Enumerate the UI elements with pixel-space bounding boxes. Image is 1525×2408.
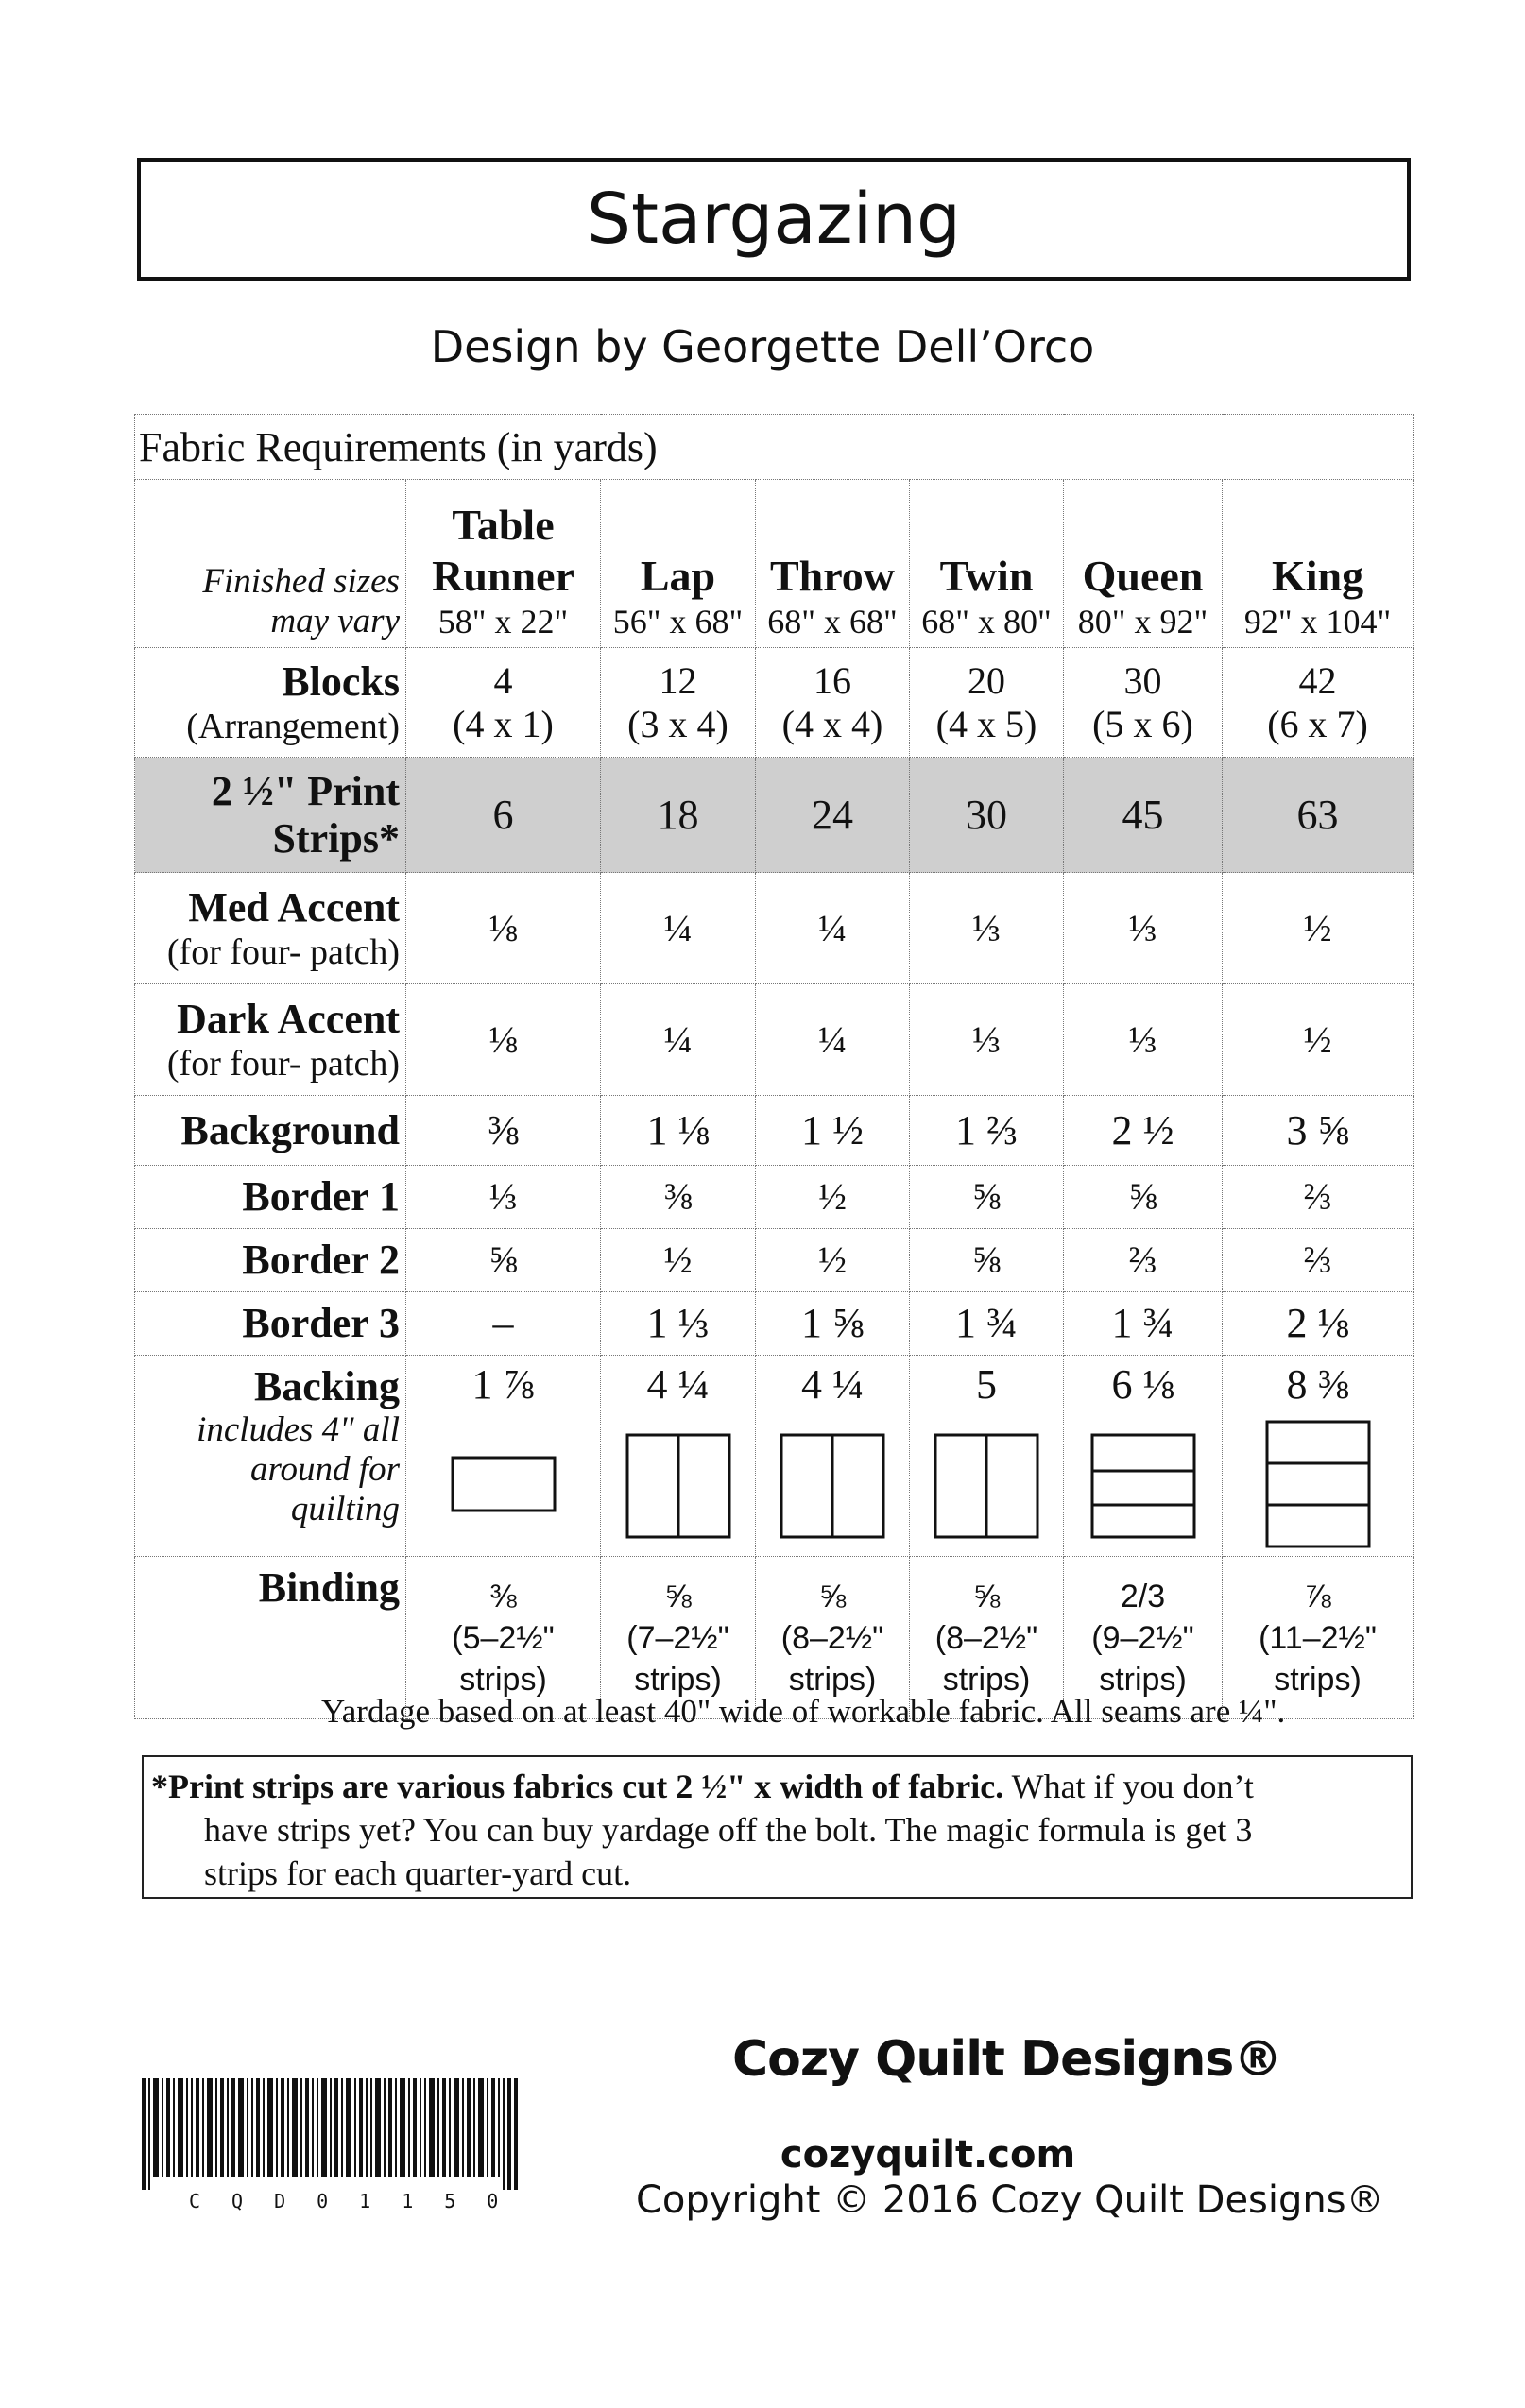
dark-accent-cell: ¼ xyxy=(756,984,910,1096)
finished-sizes-label: Finished sizes may vary xyxy=(135,480,406,648)
row-label-background: Background xyxy=(135,1096,406,1166)
blocks-row xyxy=(135,648,1414,758)
background-cell: 1 ⅔ xyxy=(910,1096,1064,1166)
title-box xyxy=(137,158,1411,281)
border3-cell: 1 ⅝ xyxy=(756,1292,910,1356)
med-accent-cell: ⅛ xyxy=(406,873,601,984)
pattern-title: Stargazing xyxy=(586,179,962,260)
blocks-cell: 12 (3 x 4) xyxy=(601,648,756,758)
border2-cell: ½ xyxy=(756,1229,910,1292)
print-strips-cell: 24 xyxy=(756,758,910,873)
backing-cell: 4 ¼ xyxy=(756,1356,910,1557)
column-header-throw: Throw 68" x 68" xyxy=(756,480,910,648)
blocks-cell: 42 (6 x 7) xyxy=(1223,648,1414,758)
border2-cell: ⅝ xyxy=(910,1229,1064,1292)
binding-cell: ⅞ (11–2½" strips) xyxy=(1223,1557,1414,1719)
border3-cell: – xyxy=(406,1292,601,1356)
blocks-cell: 16 (4 x 4) xyxy=(756,648,910,758)
print-strips-row xyxy=(135,758,1414,873)
note-bold-text: *Print strips are various fabrics cut 2 ½" x width of fabric. xyxy=(151,1768,1004,1805)
med-accent-row xyxy=(135,873,1414,984)
print-strips-note xyxy=(142,1755,1413,1899)
binding-cell: ⅜ (5–2½" strips) xyxy=(406,1557,601,1719)
row-label-border2: Border 2 xyxy=(135,1229,406,1292)
barcode-number: CQD01150 xyxy=(189,2190,530,2212)
blocks-cell: 30 (5 x 6) xyxy=(1064,648,1223,758)
header-row xyxy=(135,480,1414,648)
backing-diagram-icon xyxy=(625,1433,731,1539)
backing-cell: 6 ⅛ xyxy=(1064,1356,1223,1557)
row-label-dark-accent: Dark Accent (for four- patch) xyxy=(135,984,406,1096)
designer-credit: Design by Georgette Dell’Orco xyxy=(430,321,1095,372)
row-label-backing: Backing includes 4" all around for quilting xyxy=(135,1356,406,1557)
med-accent-cell: ¼ xyxy=(601,873,756,984)
med-accent-cell: ⅓ xyxy=(910,873,1064,984)
row-label-med-accent: Med Accent (for four- patch) xyxy=(135,873,406,984)
border3-cell: 1 ¾ xyxy=(1064,1292,1223,1356)
border1-row xyxy=(135,1166,1414,1229)
row-label-print-strips: 2 ½" Print Strips* xyxy=(135,758,406,873)
border2-cell: ⅔ xyxy=(1064,1229,1223,1292)
border1-cell: ⅝ xyxy=(910,1166,1064,1229)
column-header-lap: Lap 56" x 68" xyxy=(601,480,756,648)
binding-cell: ⅝ (8–2½" strips) xyxy=(756,1557,910,1719)
print-strips-cell: 6 xyxy=(406,758,601,873)
backing-diagram-icon xyxy=(451,1456,557,1512)
backing-cell: 5 xyxy=(910,1356,1064,1557)
border3-cell: 2 ⅛ xyxy=(1223,1292,1414,1356)
backing-row xyxy=(135,1356,1414,1557)
backing-cell: 1 ⅞ xyxy=(406,1356,601,1557)
blocks-cell: 4 (4 x 1) xyxy=(406,648,601,758)
blocks-cell: 20 (4 x 5) xyxy=(910,648,1064,758)
med-accent-cell: ¼ xyxy=(756,873,910,984)
med-accent-cell: ⅓ xyxy=(1064,873,1223,984)
note-text: have strips yet? You can buy yardage off the bolt. The magic formula is get 3 xyxy=(204,1811,1253,1849)
border1-cell: ⅝ xyxy=(1064,1166,1223,1229)
column-header-table-runner: Table Runner 58" x 22" xyxy=(406,480,601,648)
row-label-binding: Binding xyxy=(135,1557,406,1719)
backing-diagram-icon xyxy=(1090,1433,1196,1539)
backing-cell: 8 ⅜ xyxy=(1223,1356,1414,1557)
copyright-text: Copyright © 2016 Cozy Quilt Designs® xyxy=(636,2178,1384,2222)
note-text: What if you don’t xyxy=(1003,1768,1254,1805)
border3-cell: 1 ⅓ xyxy=(601,1292,756,1356)
background-row xyxy=(135,1096,1414,1166)
binding-cell: ⅝ (8–2½" strips) xyxy=(910,1557,1064,1719)
website-link[interactable]: cozyquilt.com xyxy=(780,2133,1076,2177)
border2-cell: ½ xyxy=(601,1229,756,1292)
backing-diagram-icon xyxy=(780,1433,885,1539)
border1-cell: ⅓ xyxy=(406,1166,601,1229)
border2-cell: ⅔ xyxy=(1223,1229,1414,1292)
dark-accent-cell: ½ xyxy=(1223,984,1414,1096)
background-cell: 1 ⅛ xyxy=(601,1096,756,1166)
print-strips-cell: 30 xyxy=(910,758,1064,873)
column-header-queen: Queen 80" x 92" xyxy=(1064,480,1223,648)
border3-row xyxy=(135,1292,1414,1356)
dark-accent-cell: ⅛ xyxy=(406,984,601,1096)
column-header-twin: Twin 68" x 80" xyxy=(910,480,1064,648)
row-label-border3: Border 3 xyxy=(135,1292,406,1356)
background-cell: ⅜ xyxy=(406,1096,601,1166)
background-cell: 1 ½ xyxy=(756,1096,910,1166)
yardage-footnote: Yardage based on at least 40" wide of workable fabric. All seams are ¼". xyxy=(321,1693,1286,1730)
border2-cell: ⅝ xyxy=(406,1229,601,1292)
med-accent-cell: ½ xyxy=(1223,873,1414,984)
background-cell: 3 ⅝ xyxy=(1223,1096,1414,1166)
border2-row xyxy=(135,1229,1414,1292)
backing-cell: 4 ¼ xyxy=(601,1356,756,1557)
border1-cell: ⅔ xyxy=(1223,1166,1414,1229)
border1-cell: ½ xyxy=(756,1166,910,1229)
binding-cell: ⅝ (7–2½" strips) xyxy=(601,1557,756,1719)
dark-accent-row xyxy=(135,984,1414,1096)
print-strips-cell: 18 xyxy=(601,758,756,873)
dark-accent-cell: ⅓ xyxy=(910,984,1064,1096)
binding-cell: 2/3 (9–2½" strips) xyxy=(1064,1557,1223,1719)
border1-cell: ⅜ xyxy=(601,1166,756,1229)
backing-diagram-icon xyxy=(1265,1420,1371,1548)
row-label-blocks: Blocks (Arrangement) xyxy=(135,648,406,758)
dark-accent-cell: ⅓ xyxy=(1064,984,1223,1096)
column-header-king: King 92" x 104" xyxy=(1223,480,1414,648)
border3-cell: 1 ¾ xyxy=(910,1292,1064,1356)
dark-accent-cell: ¼ xyxy=(601,984,756,1096)
table-caption-row xyxy=(135,415,1414,480)
note-text: strips for each quarter-yard cut. xyxy=(204,1854,632,1892)
background-cell: 2 ½ xyxy=(1064,1096,1223,1166)
table-caption: Fabric Requirements (in yards) xyxy=(135,415,1414,480)
print-strips-cell: 63 xyxy=(1223,758,1414,873)
brand-name: Cozy Quilt Designs® xyxy=(732,2031,1282,2088)
print-strips-cell: 45 xyxy=(1064,758,1223,873)
fabric-requirements-table xyxy=(134,414,1414,1719)
row-label-border1: Border 1 xyxy=(135,1166,406,1229)
backing-diagram-icon xyxy=(934,1433,1039,1539)
